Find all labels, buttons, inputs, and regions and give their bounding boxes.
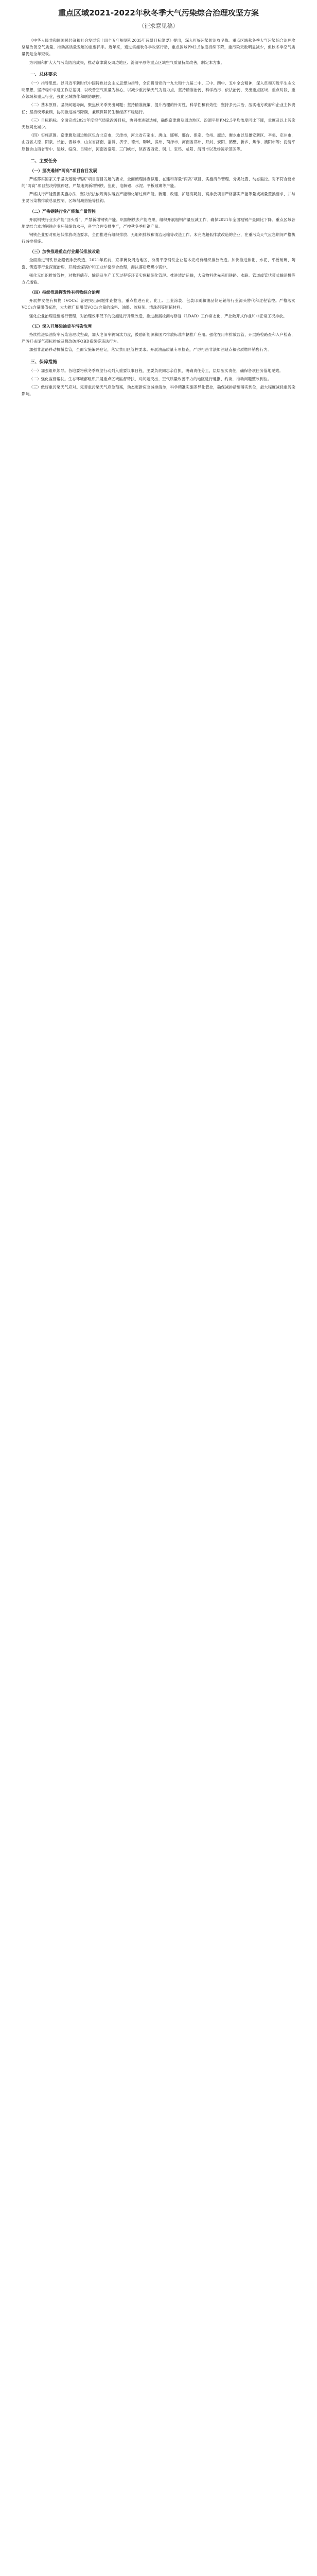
intro-paragraph: 《中华人民共和国国民经济和社会发展第十四个五年规划和2035年远景目标纲要》提出，深入打好污染防治攻坚战。重点区域秋冬季大气污染综合治理攻坚是改善空气质量、推动高质量发展的重要抓手。近年来，通过实施秋冬季攻坚行动，重点区域PM2.5浓度持续下降，重污染天数明显减少，但秋冬季空气质量仍是全年短板。: [22, 38, 295, 57]
body-paragraph: （一）加强组织领导。各地要将秋冬季攻坚行动列入重要议事日程，主要负责同志亲自抓，明确责任分工，层层压实责任，确保各项任务落地见效。: [29, 368, 284, 373]
body-paragraph: （一）指导思想。以习近平新时代中国特色社会主义思想为指导，全面贯彻党的十九大和十九届二中、三中、四中、五中全会精神，深入贯彻习近平生态文明思想，坚持稳中求进工作总基调，以改善空气质量为核心，以减少重污染天气为着力点，坚持精准治污、科学治污、依法治污，突出重点区域、重点时段、重点领域和重点行业，强化区域协作和联防联控。: [22, 80, 295, 99]
subsection-heading: （三）加快推进重点行业超低排放改造: [30, 249, 100, 255]
body-paragraph: （二）强化监督帮扶。生态环境部组织开展重点区域监督帮扶，对问题突出、空气质量改善不力的地区进行通报、约谈，推动问题整改到位。: [29, 376, 272, 381]
body-paragraph: （三）目标指标。全面完成2021年度空气质量改善目标，协同推进碳达峰，确保京津冀及周边地区、汾渭平原PM2.5平均浓度同比下降，重度及以上污染天数同比减少。: [22, 117, 295, 130]
body-paragraph: 强化无组织排放管控，对物料储存、输送及生产工艺过程等环节实施精细化管理。推进清洁运输，大宗物料优先采用铁路、水路、管道或管状带式输送机等方式运输。: [22, 273, 295, 285]
body-paragraph: 全面推进钢铁行业超低排放改造，2021年底前，京津冀及周边地区、汾渭平原钢铁企业基本完成有组织排放改造。加快推进焦化、水泥、平板玻璃、陶瓷、铸造等行业深度治理，开展燃煤锅炉和工业炉窑综合治理，淘汰落后燃煤小锅炉。: [22, 258, 295, 269]
body-paragraph: 加强非道路移动机械监管，全面实施编码登记，落实禁用区管控要求。开展油品质量专项检查，严厉打击非法加油站点和劣质燃料销售行为。: [29, 347, 272, 352]
subsection-heading: （一）坚决遏制“两高”项目盲目发展: [30, 168, 97, 173]
document-title: 重点区域2021-2022年秋冬季大气污染综合治理攻坚方案: [58, 8, 259, 18]
intro-paragraph: 为巩固和扩大大气污染防治成果，推动京津冀及周边地区、汾渭平原等重点区域空气质量持续改善，制定本方案。: [29, 60, 225, 65]
subsection-heading: （四）持续推进挥发性有机物综合治理: [30, 290, 100, 295]
section-heading: 二、主要任务: [30, 158, 57, 164]
body-paragraph: 开展挥发性有机物（VOCs）治理突出问题排查整治，重点推进石化、化工、工业涂装、包装印刷和油品储运销等行业源头替代和过程管控。严格落实VOCs含量限值标准，大力推广使用低VOCs含量的涂料、油墨、胶粘剂、清洗剂等原辅材料。: [22, 298, 295, 310]
body-paragraph: 钢铁企业要对照超低排放改造要求，全面推进有组织排放、无组织排放和清洁运输等改造工作。未完成超低排放改造的企业，在重污染天气应急期间严格执行减排措施。: [22, 232, 295, 244]
subsection-heading: （五）深入开展柴油货车污染治理: [30, 324, 92, 329]
body-paragraph: （三）做好重污染天气应对。完善重污染天气应急预案，动态更新应急减排清单，科学精准实施差异化管控，确保减排措施落实到位，最大程度减轻重污染影响。: [22, 384, 295, 397]
body-paragraph: 持续推进柴油货车污染治理攻坚战，加大老旧车辆淘汰力度，鼓励新能源和国六排放标准车辆推广应用。强化在用车排放监管，开展路检路查和入户检查，严厉打击尾气超标排放及篡改破坏OBD系统等违法行为。: [22, 332, 295, 344]
subsection-heading: （二）严格钢铁行业产能和产量管控: [30, 209, 96, 214]
section-heading: 一、总体要求: [30, 72, 57, 77]
body-paragraph: （四）实施范围。京津冀及周边地区包含北京市，天津市，河北省石家庄、唐山、邯郸、邢台、保定、沧州、廊坊、衡水市以及雄安新区、辛集、定州市，山西省太原、阳泉、长治、晋城市，山东省济南、淄博、济宁、德州、聊城、滨州、菏泽市，河南省郑州、开封、安阳、鹤壁、新乡、焦作、濮阳市等；汾渭平原包含山西省晋中、运城、临汾、吕梁市，河南省洛阳、三门峡市，陕西省西安、铜川、宝鸡、咸阳、渭南市以及杨凌示范区等。: [22, 133, 295, 151]
body-paragraph: 开展钢铁行业去产能“回头看”，严禁新增钢铁产能。巩固钢铁去产能成果，组织开展粗钢产量压减工作，确保2021年全国粗钢产量同比下降。重点区域各地要结合本地钢铁企业环保绩效水平，科学合理安排生产，严控秋冬季粗钢产量。: [22, 217, 295, 229]
document-subtitle: （征求意见稿）: [138, 23, 179, 29]
body-paragraph: 严格落实国家关于坚决遏制“两高”项目盲目发展的要求，全面梳理排查拟建、在建和存量“两高”项目，实施清单管理、分类处置、动态监控。对不符合要求的“两高”项目坚决停批停建，严禁违规新增钢铁、焦化、电解铝、水泥、平板玻璃等产能。: [22, 176, 295, 189]
body-paragraph: 强化企业治理设施运行管理，对治理效率低下的设施进行升级改造，推进泄漏检测与修复（LDAR）工作常态化，严控敞开式作业和非正常工况排放。: [29, 313, 287, 318]
body-paragraph: （二）基本原则。坚持问题导向，聚焦秋冬季突出问题；坚持精准施策，提升治理的针对性、科学性和有效性；坚持多元共治，压实地方政府和企业主体责任；坚持统筹兼顾，协同推进减污降碳，兼顾保障民生和经济平稳运行。: [22, 103, 295, 114]
section-heading: 三、保障措施: [30, 359, 57, 365]
body-paragraph: 严格执行产能置换实施办法，坚决依法依规淘汰落后产能和化解过剩产能。新建、改建、扩建高耗能、高排放项目严格落实产能等量或减量置换要求，并与主要污染物排放总量控制、区域削减措施等挂钩。: [22, 192, 295, 204]
